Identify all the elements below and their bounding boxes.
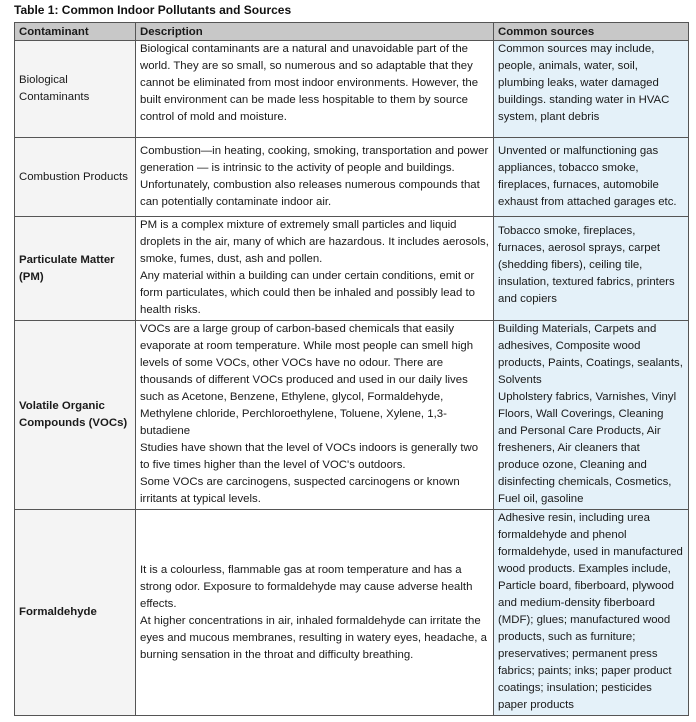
contaminant-cell: Biological Contaminants	[15, 41, 136, 138]
sources-cell	[494, 138, 689, 217]
header-description: Description	[136, 23, 494, 41]
description-cell	[136, 217, 494, 321]
contaminant-cell: Particulate Matter (PM)	[15, 217, 136, 321]
table-caption: Table 1: Common Indoor Pollutants and Sources	[14, 3, 292, 17]
description-cell	[136, 138, 494, 217]
description-text: Combustion—in heating, cooking, smoking, transportation and power generation — is intrinsic to the activity of people and buildings. Unfortunately, combustion also releases numerous compounds that can potentially contaminate indoor air.	[140, 145, 489, 208]
description-text: Biological contaminants are a natural and unavoidable part of the world. They are so small, so numerous and so adaptable that they cannot be eliminated from most indoor environments. However, the built environment can be made less hospitable to them by source control of mold and moisture.	[140, 43, 479, 123]
table-row	[15, 321, 689, 510]
description-text: VOCs are a large group of carbon-based chemicals that easily evaporate at room temperature. While most people can smell high levels of some VOCs, other VOCs have no odour. There are thousands of different VOCs produced and used in our daily lives such as Acetone, Benzene, Ethylene, glycol, Formaldehyde, Methylene chloride, Perchloroethylene, Toluene, Xylene, 1,3-butadiene Studies have shown that the level of VOCs indoors is generally two to five times higher than the level of VOC's outdoors. Some VOCs are carcinogens, suspected carcinogens or known irritants at typical levels.	[140, 323, 479, 505]
pollutants-table	[14, 22, 689, 716]
table-row	[15, 138, 689, 217]
sources-cell	[494, 217, 689, 321]
sources-text: Common sources may include, people, animals, water, soil, plumbing leaks, water damaged buildings. standing water in HVAC system, plant debris	[498, 43, 670, 123]
sources-text: Tobacco smoke, fireplaces, furnaces, aerosol sprays, carpet (shedding fibers), ceiling tile, insulation, textured fabrics, printers and copiers	[498, 225, 675, 305]
contaminant-cell: Volatile Organic Compounds (VOCs)	[15, 321, 136, 510]
table-row	[15, 217, 689, 321]
description-cell	[136, 510, 494, 716]
sources-text: Adhesive resin, including urea formaldehyde and phenol formaldehyde, used in manufactured wood products. Examples include, Particle board, fiberboard, plywood and medium-density fiberboard (MDF); glues; manufactured wood products, such as furniture; preservatives; permanent press fabrics; paints; inks; paper product coatings; insulation; pesticides paper products	[498, 512, 683, 711]
description-cell	[136, 41, 494, 138]
sources-cell	[494, 321, 689, 510]
contaminant-cell: Combustion Products	[15, 138, 136, 217]
description-cell	[136, 321, 494, 510]
sources-text: Building Materials, Carpets and adhesives, Composite wood products, Paints, Coatings, sealants, Solvents Upholstery fabrics, Varnishes, Vinyl Floors, Wall Coverings, Cleaning and Personal Care Products, Air fresheners, Air cleaners that produce ozone, Cleaning and disinfecting chemicals, Cosmetics, Fuel oil, gasoline	[498, 323, 683, 505]
sources-text: Unvented or malfunctioning gas appliances, tobacco smoke, fireplaces, furnaces, automobile exhaust from attached garages etc.	[498, 145, 677, 208]
table-row	[15, 41, 689, 138]
description-text: It is a colourless, flammable gas at room temperature and has a strong odor. Exposure to formaldehyde may cause adverse health effects. At higher concentrations in air, inhaled formaldehyde can irritate the eyes and mucous membranes, resulting in watery eyes, headache, a burning sensation in the throat and difficulty breathing.	[140, 563, 487, 661]
header-common-sources: Common sources	[494, 23, 689, 41]
header-row	[15, 23, 689, 41]
contaminant-cell: Formaldehyde	[15, 510, 136, 716]
header-contaminant: Contaminant	[15, 23, 136, 41]
sources-cell	[494, 41, 689, 138]
table-row	[15, 510, 689, 716]
description-text: PM is a complex mixture of extremely small particles and liquid droplets in the air, many of which are hazardous. It includes aerosols, smoke, fumes, dust, ash and pollen. Any material within a building can under certain conditions, emit or form particulates, which could then be inhaled and possibly lead to health risks.	[140, 219, 489, 316]
sources-cell	[494, 510, 689, 716]
